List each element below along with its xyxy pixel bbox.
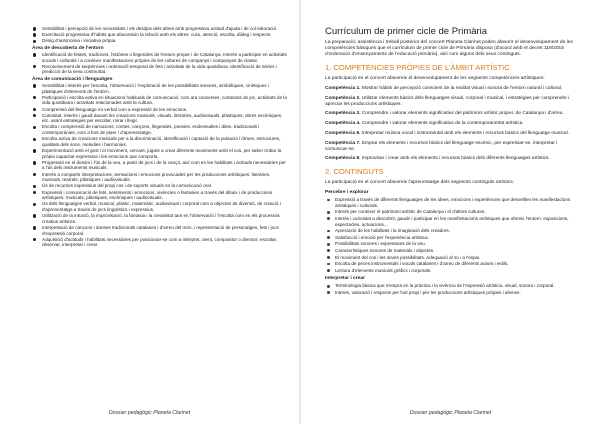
list-item: Adquisició d'actituds i habilitats necessàries per posicionar-se com a intèrpret, oient, compositor o director: escoltar, observar, interpretar i crear. (32, 237, 289, 248)
page-title: Currículum de primer cicle de Primària (325, 26, 488, 37)
subsection-title-percebre: Percebre i explorar (325, 190, 369, 196)
list-item: Apreciació de les habilitats i la imaginació dels creadors. (325, 228, 578, 234)
section-intro: La participació en el concert afavoreix l'aprenentatge dels següents continguts artístics: (325, 180, 515, 186)
intro-paragraph: La preparació, assistència i treball posterior del concert Planeta Clarinet poden afavorir el desenvolupament de les competències bàsiques que el currículum de primer cicle de Primària disposa (d'acord amb el decret 119/2015 d'ordenació d'ensenyaments de l'educació primària), així com alguns dels seus continguts. (325, 40, 573, 57)
list-item: Escolta activa de creacions musicals per a la discriminació, identificació i captació de la pulsació i ritmes, estructures, qualitats dels sons, melodies i harmonies. (32, 136, 289, 147)
section-heading-competencies: 1. COMPETÈNCIES PRÒPIES DE L'ÀMBIT ARTÍSTIC (325, 63, 510, 72)
list-item: Possibilitats sonores i expressives de la veu. (325, 241, 578, 247)
page-footer (301, 410, 600, 416)
list-item: Ús de recursos expressius del propi cos i de suports visuals en la comunicació oral. (32, 183, 289, 189)
list-item: Utilització de la intuïció, la improvisació, la fantasia i la creativitat tant en l'observació i l'escolta com en els processos creatius artístics. (32, 213, 289, 224)
page-footer (0, 410, 299, 416)
list-item: Interès, valoració i respecte per l'art propi i per les produccions artístiques pròpies i alienes. (325, 290, 578, 296)
list-item: Ús dels llenguatges verbal, musical, plàstic, matemàtic, audiovisual i corporal com a objectes de diversió, de creació i d'aprenentatge a través de jocs lingüístics i expressius. (32, 201, 289, 212)
list-item: Interès a compartir interpretacions, sensacions i emocions provocades per les produccions artístiques: literàries, musicals, teatrals, plàstiques i audiovisuals. (32, 172, 289, 183)
competencia-text: Improvisar i crear amb els elements i recursos bàsics dels diferents llenguatges artístics. (361, 156, 550, 162)
list-item: Interès per conèixer el patrimoni artístic de Catalunya i el d'altres cultures. (325, 209, 578, 215)
competencia-text: Interpretar música vocal i instrumental amb els elements i recursos bàsics del llenguatge musical. (361, 130, 569, 136)
competencia-6 (325, 131, 578, 137)
intro-list (32, 26, 289, 44)
competencia-text: Utilitzar elements bàsics dels llenguatges visual, corporal i musical, i estratègies per comprendre i apreciar les produccions artístiques. (325, 95, 570, 107)
list-item: Terminologia bàsica que s'empra en la pràctica i la vivència de l'expressió artística, visual, sonora i corporal. (325, 283, 578, 289)
list-item: Expressió i comunicació de fets, sentiments i emocions, vivències o fantasies a través del dibuix i de produccions artístiques: musicals, plàstiques, escèniques i audiovisuals. (32, 190, 289, 201)
list-item: El moviment del cos i les seves possibilitats. Adequació al so i a l'espai. (325, 255, 578, 261)
competencia-label: Competència 4. (325, 121, 361, 127)
list-item: Exercitació progressiva d'hàbits que afavoreixin la relació amb els altres: cura, atenció, escolta, diàleg i respecte. (32, 32, 289, 38)
list-item: Sensibilitat i percepció de les necessitats i els desitjos dels altres amb progressiva actitud d'ajuda i de col·laboració. (32, 26, 289, 32)
list-item: Escolta i comprensió de narracions, contes, cançons, llegendes, poesies, endevinalles i dites, tradicionals i contemporànies, com a font de plaer i d'aprenentatge. (32, 124, 289, 135)
list-item: Característiques sonores de materials i objectes. (325, 248, 578, 254)
competencia-4 (325, 121, 578, 127)
competencia-3 (325, 111, 578, 117)
competencia-text: Comprendre i valorar elements significatius del patrimoni artístic proper, de Catalunya i d'arreu. (361, 111, 564, 117)
list-item: Desig d'autonomia i iniciativa pròpia. (32, 38, 289, 44)
competencia-2 (325, 96, 578, 108)
comunicacio-list (32, 83, 289, 248)
list-item: Participació i escolta activa en situacions habituals de comunicació, com ara converses, contextos de joc, activitats de la vida quotidiana i activitats relacionades amb la cultura. (32, 95, 289, 106)
competencia-label: Competència 1. (325, 86, 361, 91)
competencia-label: Competència 2. (325, 95, 361, 101)
section-title-entorn: Àrea de descoberta de l'entorn (32, 45, 104, 51)
entorn-list (32, 52, 289, 75)
list-item: Escolta de peces instrumentals i vocals catalanes i d'arreu de diferents autors i estils. (325, 261, 578, 267)
list-item: Comprensió del llenguatge no verbal com a expressió de les emocions. (32, 107, 289, 113)
competencia-label: Competència 3. (325, 111, 361, 117)
percebre-list (325, 197, 578, 273)
list-item: Interpretació de cançons i danses tradicionals catalanes i d'arreu del món, i representació de personatges, fets i jocs d'expressió corporal. (32, 225, 289, 236)
list-item: Experimentació amb el gest i el moviment, cercant, jugant a crear diferents moviments amb el cos, per saber trobar la pròpia capacitat expressiva i les emocions que comporta. (32, 148, 289, 159)
list-item: Satisfacció i emoció per l'experiència artística. (325, 235, 578, 241)
footer-prefix: Dossier pedagògic (409, 410, 453, 416)
list-item: Identificació de festes, tradicions, històries o llegendes de l'entorn proper i de Catalunya. Interès a participar en activitats socials i culturals i a conèixer manifestacions pròpies de les cultures de companys i companyes de classe. (32, 52, 289, 63)
competencia-7 (325, 141, 578, 153)
list-item: Sensibilitat i interès per l'escolta, l'observació i l'exploració de les possibilitats sonores, simbòliques, cinètiques i plàstiques d'elements de l'entorn. (32, 83, 289, 94)
section-title-comunicacio: Àrea de comunicació i llenguatges (32, 76, 113, 82)
footer-prefix: Dossier pedagògic (108, 410, 152, 416)
competencia-8 (325, 156, 578, 162)
footer-title: Planeta Clarinet (454, 410, 492, 416)
competencia-label: Competència 7. (325, 140, 361, 146)
list-item: Reconeixement de seqüències i ordenació temporal de fets i activitats de la vida quotidiana. Identificació de sèries i predicció de la seva continuïtat. (32, 64, 289, 75)
subsection-title-interpretar: Interpretar i crear (325, 276, 365, 282)
left-page (0, 0, 299, 424)
right-page (301, 0, 600, 424)
competencia-label: Competència 8. (325, 156, 361, 162)
footer-title: Planeta Clarinet (153, 410, 191, 416)
list-item: Progressió en el domini i l'ús de la veu, a partir de jocs i de la cançó, així com en les habilitats i actituds necessàries per a l'ús dels instruments musicals. (32, 160, 289, 171)
list-item: Interès i curiositat a descobrir, gaudir i participar en les manifestacions artístiques que ofereix l'entorn: exposicions, espectacles, actuacions... (325, 216, 578, 227)
section-heading-continguts: 2. CONTINGUTS (325, 167, 384, 177)
competencia-text: Mostrar hàbits de percepció conscient de la realitat visual i sonora de l'entorn natural i cultural. (361, 86, 563, 91)
list-item: Expressió a través de diferents llenguatges de les idees, emocions i experiències que desvetllen les manifestacions artístiques i culturals. (325, 197, 578, 208)
competencia-1 (325, 86, 578, 92)
competencia-text: Emprar els elements i recursos bàsics del llenguatge escènic, per expressar-se, interpretar i comunicar-se. (325, 140, 558, 152)
interpretar-list (325, 283, 578, 295)
competencia-text: Comprendre i valorar elements significatius de la contemporaneïtat artística. (361, 121, 524, 127)
list-item: Curiositat, interès i gaudi davant les creacions musicals, visuals, literàries, audiovisuals, plàstiques, obres escèniques, etc. usant estratègies per escoltar, mirar i llegir. (32, 113, 289, 124)
section-intro: La participació en el concert afavoreix el desenvolupament de les següents competències artístiques: (325, 76, 545, 81)
competencia-label: Competència 6. (325, 130, 361, 136)
list-item: Lectura d'elements musicals gràfics i corporals. (325, 268, 578, 274)
